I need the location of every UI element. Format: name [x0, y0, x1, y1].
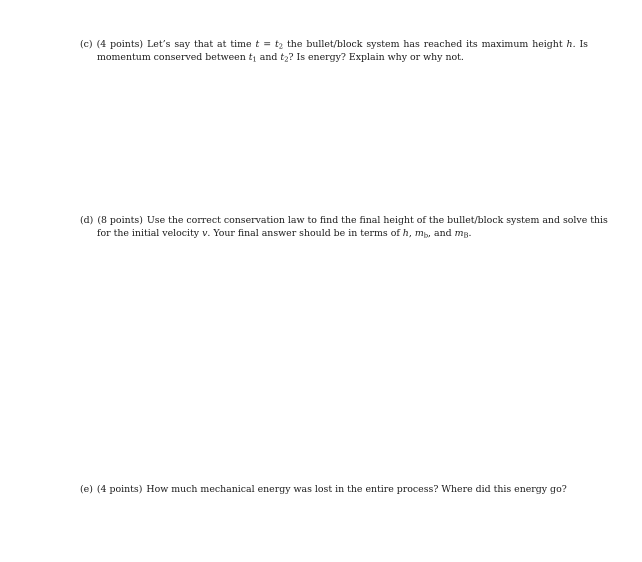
problem-c-text: and	[256, 52, 281, 63]
problem-e-points: (4 points)	[96, 484, 143, 495]
var-v: v	[202, 228, 208, 239]
problem-d-text: .	[468, 228, 472, 239]
problem-d-points: (8 points)	[97, 215, 143, 226]
problem-c-text: . Is	[572, 39, 588, 50]
problem-e-text: How much mechanical energy was lost in the entire process? Where did this energy go?	[146, 484, 567, 495]
problem-d	[80, 214, 608, 240]
problem-d-text: Use the correct conservation law to find the final height of the bullet/block system and solve this	[146, 215, 608, 226]
problem-c	[80, 38, 588, 64]
problem-d-line-1	[80, 214, 608, 227]
problem-c-line-2	[80, 51, 588, 64]
equals-sign: =	[259, 39, 276, 50]
problem-d-label: (d)	[80, 215, 94, 226]
problem-c-text: Let’s say that at time	[147, 39, 256, 50]
problem-d-text: ,	[408, 228, 415, 239]
problem-c-text: momentum conserved between	[97, 52, 249, 63]
var-mB: $m_B$	[454, 228, 469, 240]
problem-e-line-1	[80, 483, 588, 496]
problem-c-line-1	[80, 38, 588, 51]
problem-c-text: ? Is energy? Explain why or why not.	[288, 52, 464, 63]
problem-d-text: . Your final answer should be in terms of	[207, 228, 403, 239]
problem-e	[80, 483, 588, 496]
problem-d-line-2	[80, 227, 588, 240]
problem-d-text: , and	[428, 228, 455, 239]
var-t: t	[255, 39, 260, 50]
var-t1: $t_1$	[248, 52, 257, 64]
problem-c-points: (4 points)	[96, 39, 144, 50]
problem-c-text: the bullet/block system has reached its maximum height	[283, 39, 567, 50]
var-t2: $t_2$	[280, 52, 289, 64]
var-h: h	[566, 39, 573, 50]
problem-d-text: for the initial velocity	[97, 228, 203, 239]
var-h: h	[402, 228, 409, 239]
var-mb: $m_b$	[414, 228, 429, 240]
problem-e-label: (e)	[80, 484, 93, 495]
var-t2: $t_2$	[275, 39, 284, 51]
problem-c-label: (c)	[80, 39, 93, 50]
